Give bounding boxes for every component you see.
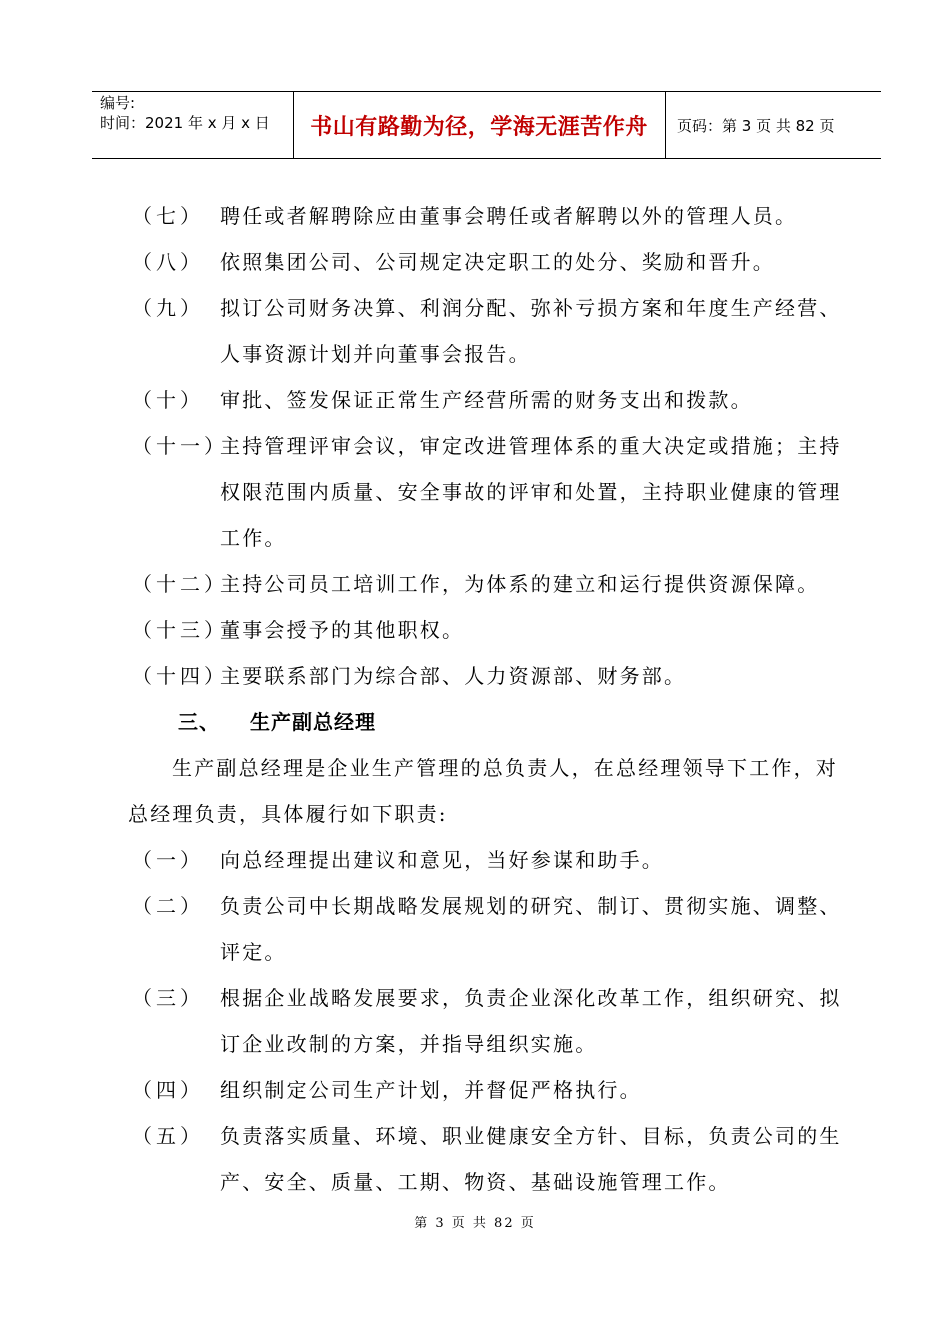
item-number: （五） — [132, 1124, 204, 1148]
time-label: 时间：2021 年 x 月 x 日 — [100, 114, 270, 132]
item-number: （七） — [132, 204, 204, 228]
code-label: 编号: — [100, 94, 136, 112]
item-text: 负责公司中长期战略发展规划的研究、制订、贯彻实施、调整、评定。 — [220, 894, 842, 964]
section-heading — [178, 699, 376, 745]
header-page-label: 页码：第 3 页 共 82 页 — [677, 116, 835, 135]
item-number: （三） — [132, 986, 204, 1010]
item-number: （二） — [132, 894, 204, 918]
item-text: 主持公司员工培训工作，为体系的建立和运行提供资源保障。 — [220, 572, 820, 596]
item-number: （四） — [132, 1078, 204, 1102]
header-divider — [665, 92, 666, 158]
item-number: （十一） — [132, 434, 228, 458]
item-number: （八） — [132, 250, 204, 274]
item-number: （十四） — [132, 664, 228, 688]
item-text: 聘任或者解聘除应由董事会聘任或者解聘以外的管理人员。 — [220, 204, 798, 228]
page-header — [92, 91, 881, 159]
item-text: 向总经理提出建议和意见，当好参谋和助手。 — [220, 848, 664, 872]
item-number: （九） — [132, 296, 204, 320]
item-text: 主持管理评审会议，审定改进管理体系的重大决定或措施；主持权限范围内质量、安全事故的评审和处置，主持职业健康的管理工作。 — [220, 434, 842, 550]
item-text: 负责落实质量、环境、职业健康安全方针、目标，负责公司的生产、安全、质量、工期、物资、基础设施管理工作。 — [220, 1124, 842, 1194]
item-text: 主要联系部门为综合部、人力资源部、财务部。 — [220, 664, 687, 688]
item-text: 拟订公司财务决算、利润分配、弥补亏损方案和年度生产经营、人事资源计划并向董事会报告。 — [220, 296, 842, 366]
item-text: 根据企业战略发展要求，负责企业深化改革工作，组织研究、拟订企业改制的方案，并指导组织实施。 — [220, 986, 842, 1056]
item-text: 组织制定公司生产计划，并督促严格执行。 — [220, 1078, 642, 1102]
item-number: （十二） — [132, 572, 228, 596]
item-text: 董事会授予的其他职权。 — [220, 618, 465, 642]
page-footer: 第 3 页 共 82 页 — [414, 1216, 536, 1231]
item-number: （十三） — [132, 618, 228, 642]
header-meta — [100, 93, 270, 133]
item-number: （一） — [132, 848, 204, 872]
header-motto: 书山有路勤为径，学海无涯苦作舟 — [310, 114, 648, 140]
item-text: 审批、签发保证正常生产经营所需的财务支出和拨款。 — [220, 388, 753, 412]
section-title: 生产副总经理 — [250, 710, 376, 734]
section-number: 三、 — [178, 710, 220, 734]
item-number: （十） — [132, 388, 204, 412]
intro-paragraph: 生产副总经理是企业生产管理的总负责人，在总经理领导下工作，对总经理负责，具体履行如下职责: — [128, 756, 838, 826]
item-text: 依照集团公司、公司规定决定职工的处分、奖励和晋升。 — [220, 250, 775, 274]
